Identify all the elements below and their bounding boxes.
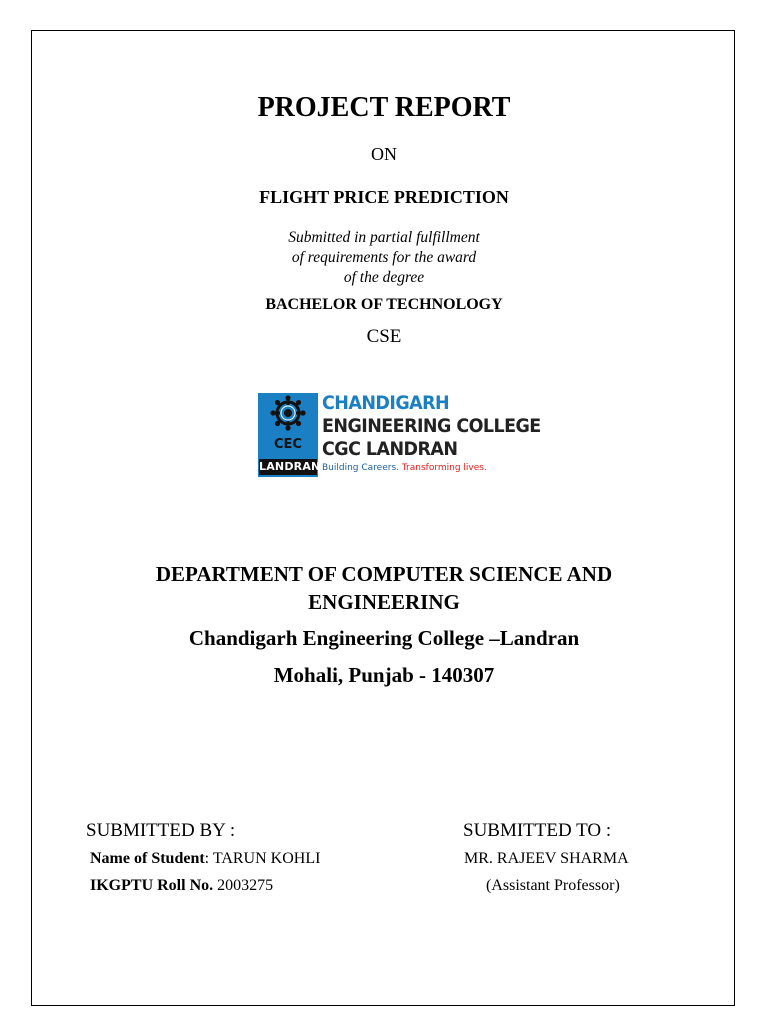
tagline-part-2: Transforming lives. [401, 463, 487, 473]
logo-badge-text: CEC [274, 437, 302, 452]
logo-badge-sub: LANDRAN [259, 460, 321, 473]
guide-designation: (Assistant Professor) [486, 877, 620, 894]
guide-name: MR. RAJEEV SHARMA [464, 850, 629, 867]
student-name-value: TARUN KOHLI [209, 850, 321, 867]
roll-number-value: 2003275 [213, 877, 274, 894]
logo-line-1: CHANDIGARH [322, 392, 450, 414]
degree-name: BACHELOR OF TECHNOLOGY [265, 296, 503, 313]
tagline-part-1: Building Careers. [322, 463, 399, 473]
submission-note-line: of requirements for the award [291, 249, 477, 266]
logo-line-3: CGC LANDRAN [322, 438, 458, 460]
project-title: FLIGHT PRICE PREDICTION [259, 187, 509, 207]
college-name: Chandigarh Engineering College –Landran [188, 626, 580, 650]
student-name-label: Name of Student [90, 850, 205, 867]
on-label: ON [371, 144, 397, 164]
submitted-to-heading: SUBMITTED TO : [463, 820, 612, 841]
branch-name: CSE [366, 326, 402, 347]
roll-number-row [90, 877, 273, 895]
department-line-1: DEPARTMENT OF COMPUTER SCIENCE AND [155, 562, 613, 586]
report-title: PROJECT REPORT [257, 92, 511, 123]
logo-tagline [322, 463, 487, 473]
submission-note-line: Submitted in partial fulfillment [288, 229, 480, 246]
roll-number-label: IKGPTU Roll No. [90, 877, 214, 894]
submitted-by-heading: SUBMITTED BY : [86, 820, 236, 841]
department-line-2: ENGINEERING [308, 590, 460, 614]
gear-people-emblem-icon [258, 393, 321, 477]
student-name-separator: : [204, 850, 210, 867]
logo-line-2: ENGINEERING COLLEGE [322, 415, 541, 437]
college-address: Mohali, Punjab - 140307 [273, 663, 495, 687]
college-logo [258, 392, 541, 477]
submission-note-line: of the degree [343, 269, 425, 286]
student-name-row [90, 850, 320, 868]
